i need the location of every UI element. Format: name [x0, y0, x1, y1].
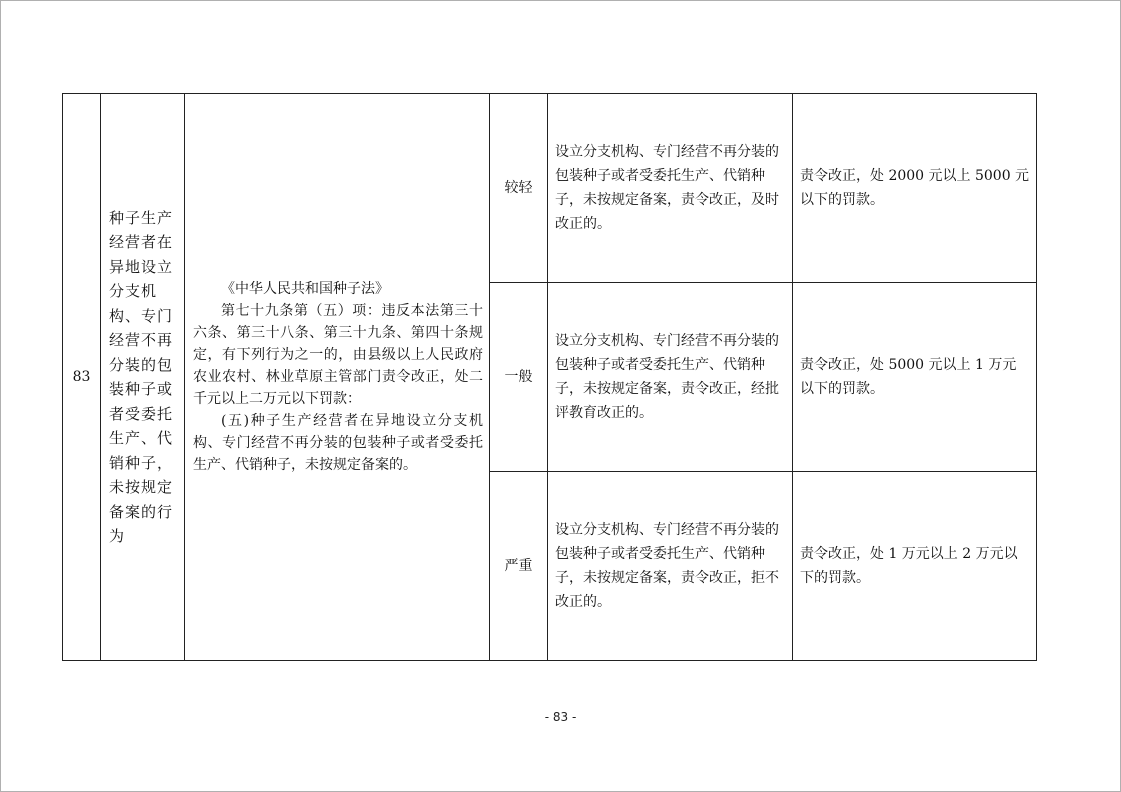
- situation-text: 设立分支机构、专门经营不再分装的包装种子或者受委托生产、代销种子，未按规定备案，责令改正，及时改正的。: [555, 144, 779, 232]
- situation-text: 设立分支机构、专门经营不再分装的包装种子或者受委托生产、代销种子，未按规定备案，责令改正，经批评教育改正的。: [555, 333, 779, 421]
- row-number: 83: [72, 369, 91, 385]
- situation-cell: [548, 94, 793, 283]
- level-label: 较轻: [504, 180, 533, 196]
- row-number-cell: [63, 94, 101, 661]
- law-title: 《中华人民共和国种子法》: [221, 281, 389, 297]
- level-label: 一般: [504, 369, 533, 385]
- level-label: 严重: [504, 558, 533, 574]
- situation-cell: [548, 472, 793, 661]
- penalty-cell: [793, 472, 1037, 661]
- level-cell: [490, 283, 548, 472]
- penalty-text: 责令改正，处 1 万元以上 2 万元以下的罚款。: [800, 546, 1018, 586]
- penalty-cell: [793, 94, 1037, 283]
- penalty-cell: [793, 283, 1037, 472]
- page-number: - 83 -: [544, 710, 577, 724]
- violation-text: 种子生产经营者在异地设立分支机构、专门经营不再分装的包装种子或者受委托生产、代销种子，未按规定备案的行为: [109, 208, 174, 545]
- situation-text: 设立分支机构、专门经营不再分装的包装种子或者受委托生产、代销种子，未按规定备案，责令改正，拒不改正的。: [555, 522, 779, 610]
- level-cell: [490, 472, 548, 661]
- penalty-text: 责令改正，处 5000 元以上 1 万元以下的罚款。: [800, 357, 1017, 397]
- legal-basis: [185, 278, 489, 476]
- penalty-text: 责令改正，处 2000 元以上 5000 元以下的罚款。: [800, 168, 1030, 208]
- penalty-table: [62, 93, 1037, 661]
- legal-basis-cell: [185, 94, 490, 661]
- level-cell: [490, 94, 548, 283]
- violation-cell: [101, 94, 185, 661]
- law-item: (五)种子生产经营者在异地设立分支机构、专门经营不再分装的包装种子或者受委托生产、代销种子，未按规定备案的。: [193, 413, 483, 473]
- situation-cell: [548, 283, 793, 472]
- law-article: 第七十九条第（五）项：违反本法第三十六条、第三十八条、第三十九条、第四十条规定，有下列行为之一的，由县级以上人民政府农业农村、林业草原主管部门责令改正，处二千元以上二万元以下罚款：: [193, 303, 483, 407]
- table-row: [63, 94, 1037, 283]
